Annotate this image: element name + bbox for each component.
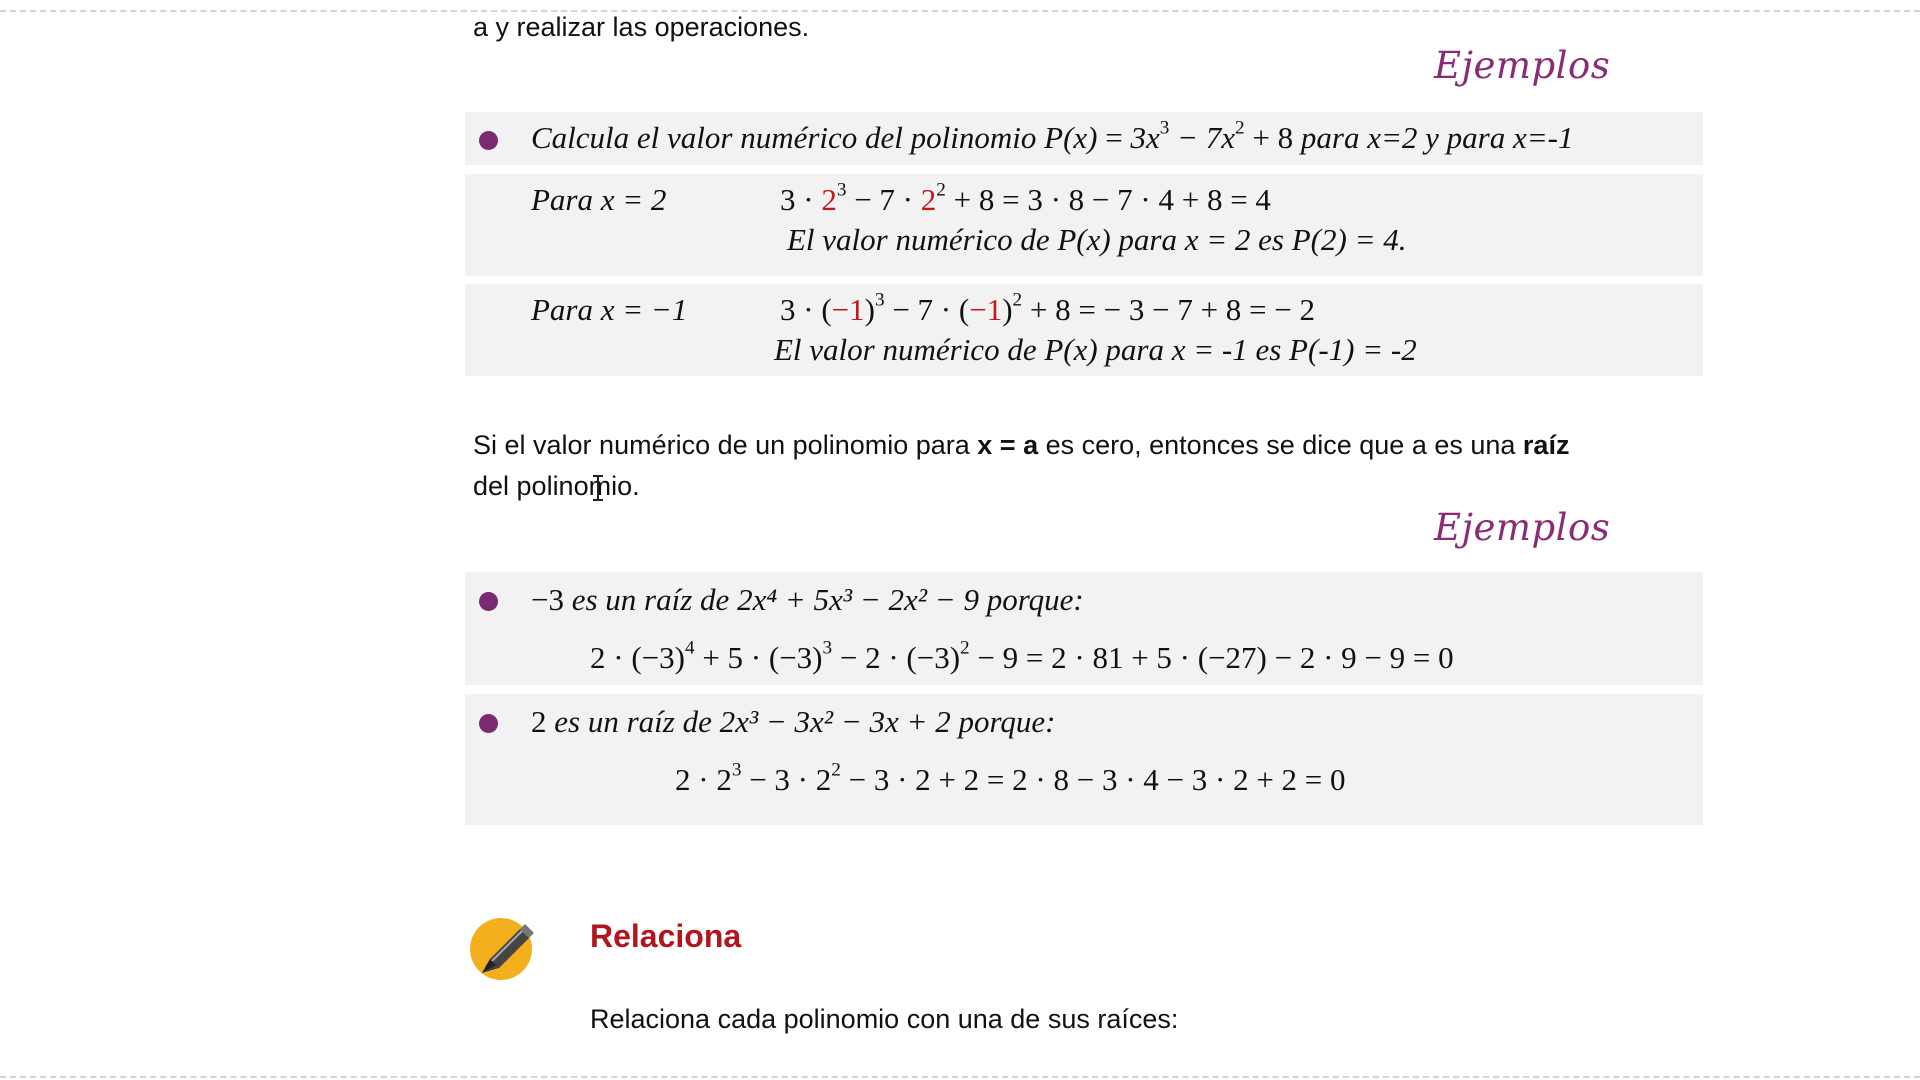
example2-intro <box>531 582 1084 618</box>
poly-lhs: P(x) <box>1044 120 1098 155</box>
case2-result: El valor numérico de P(x) para x = -1 es P(-1) = -2 <box>774 332 1417 367</box>
page-edge-top <box>0 10 1920 12</box>
case1-result: El valor numérico de P(x) para x = 2 es P(2) = 4. <box>787 222 1407 257</box>
poly-term-3: + 8 <box>1244 120 1294 155</box>
pencil-icon <box>468 917 540 981</box>
root-def-text-a: Si el valor numérico de un polinomio para <box>473 430 978 460</box>
example1-statement: Calcula el valor numérico del polinomio $P(x) = 3x^3 - 7x^2 + 8$ para x=2 y para x=-1 <box>531 117 1574 155</box>
text-cursor-icon <box>591 475 605 501</box>
statement-suffix: para x=2 y para x=-1 <box>1293 120 1574 155</box>
bullet-dot-icon <box>479 131 498 150</box>
example3-box <box>465 694 1703 825</box>
example3-root: 2 <box>531 704 547 739</box>
relaciona-instruction: Relaciona cada polinomio con una de sus raíces: <box>590 1004 1179 1034</box>
poly-exp-1: 3 <box>1159 117 1170 139</box>
bullet-dot-icon <box>479 592 498 611</box>
example3-intro-c: porque: <box>950 704 1056 739</box>
example2-box <box>465 572 1703 685</box>
example2-intro-c: porque: <box>978 582 1084 617</box>
case2-label: Para x = −1 <box>531 292 688 327</box>
poly-term-1: 3x <box>1130 120 1160 155</box>
root-def-bold-a: x = a <box>977 430 1039 460</box>
case1-label: Para x = 2 <box>531 182 667 217</box>
poly-term-2: − 7x <box>1169 120 1236 155</box>
bullet-dot-icon <box>479 714 498 733</box>
case1-equation: $3 \cdot 2^3 - 7 \cdot 2^2 + 8 = 3 \cdot 8 - 7 \cdot 4 + 8 = 4$ <box>780 179 1271 217</box>
root-def-text-b: es cero, entonces se dice que a es una <box>1038 430 1523 460</box>
root-definition-paragraph <box>473 425 1703 507</box>
page-edge-bottom <box>0 1076 1920 1078</box>
examples-heading-1: Ejemplos <box>1434 44 1611 87</box>
example2-root: −3 <box>531 582 564 617</box>
root-def-text-c: del polinomio. <box>473 471 640 501</box>
example1-statement-box <box>465 112 1703 165</box>
example1-case1-box <box>465 174 1703 276</box>
case2-equation: $3 \cdot (-1)^3 - 7 \cdot (-1)^2 + 8$ = − 3 − 7 + 8 = − 2 <box>780 289 1316 327</box>
root-def-bold-b: raíz <box>1522 430 1570 460</box>
example3-intro <box>531 704 1055 740</box>
example1-case2-box <box>465 284 1703 376</box>
statement-prefix: Calcula el valor numérico del polinomio <box>531 120 1045 155</box>
intro-tail-text: a y realizar las operaciones. <box>473 12 810 42</box>
relaciona-title: Relaciona <box>590 918 742 954</box>
example2-equation: $2 \cdot (-3)^4 + 5 \cdot (-3)^3 - 2 \cdot (-3)^2 - 9 = 2 \cdot 81 + 5 \cdot (-27) - 2 \cdot 9 - 9 = 0$ <box>590 637 1454 675</box>
example2-poly: 2x⁴ + 5x³ − 2x² − 9 <box>737 582 979 617</box>
example3-equation: $2 \cdot 2^3 - 3 \cdot 2^2 - 3 \cdot 2 + 2 = 2 \cdot 8 - 3 \cdot 4 - 3 \cdot 2 + 2 = 0$ <box>675 759 1346 797</box>
example2-intro-b: es un raíz de <box>563 582 738 617</box>
examples-heading-2: Ejemplos <box>1434 506 1611 549</box>
example3-intro-b: es un raíz de <box>546 704 720 739</box>
example3-poly: 2x³ − 3x² − 3x + 2 <box>719 704 951 739</box>
poly-exp-2: 2 <box>1235 117 1245 139</box>
